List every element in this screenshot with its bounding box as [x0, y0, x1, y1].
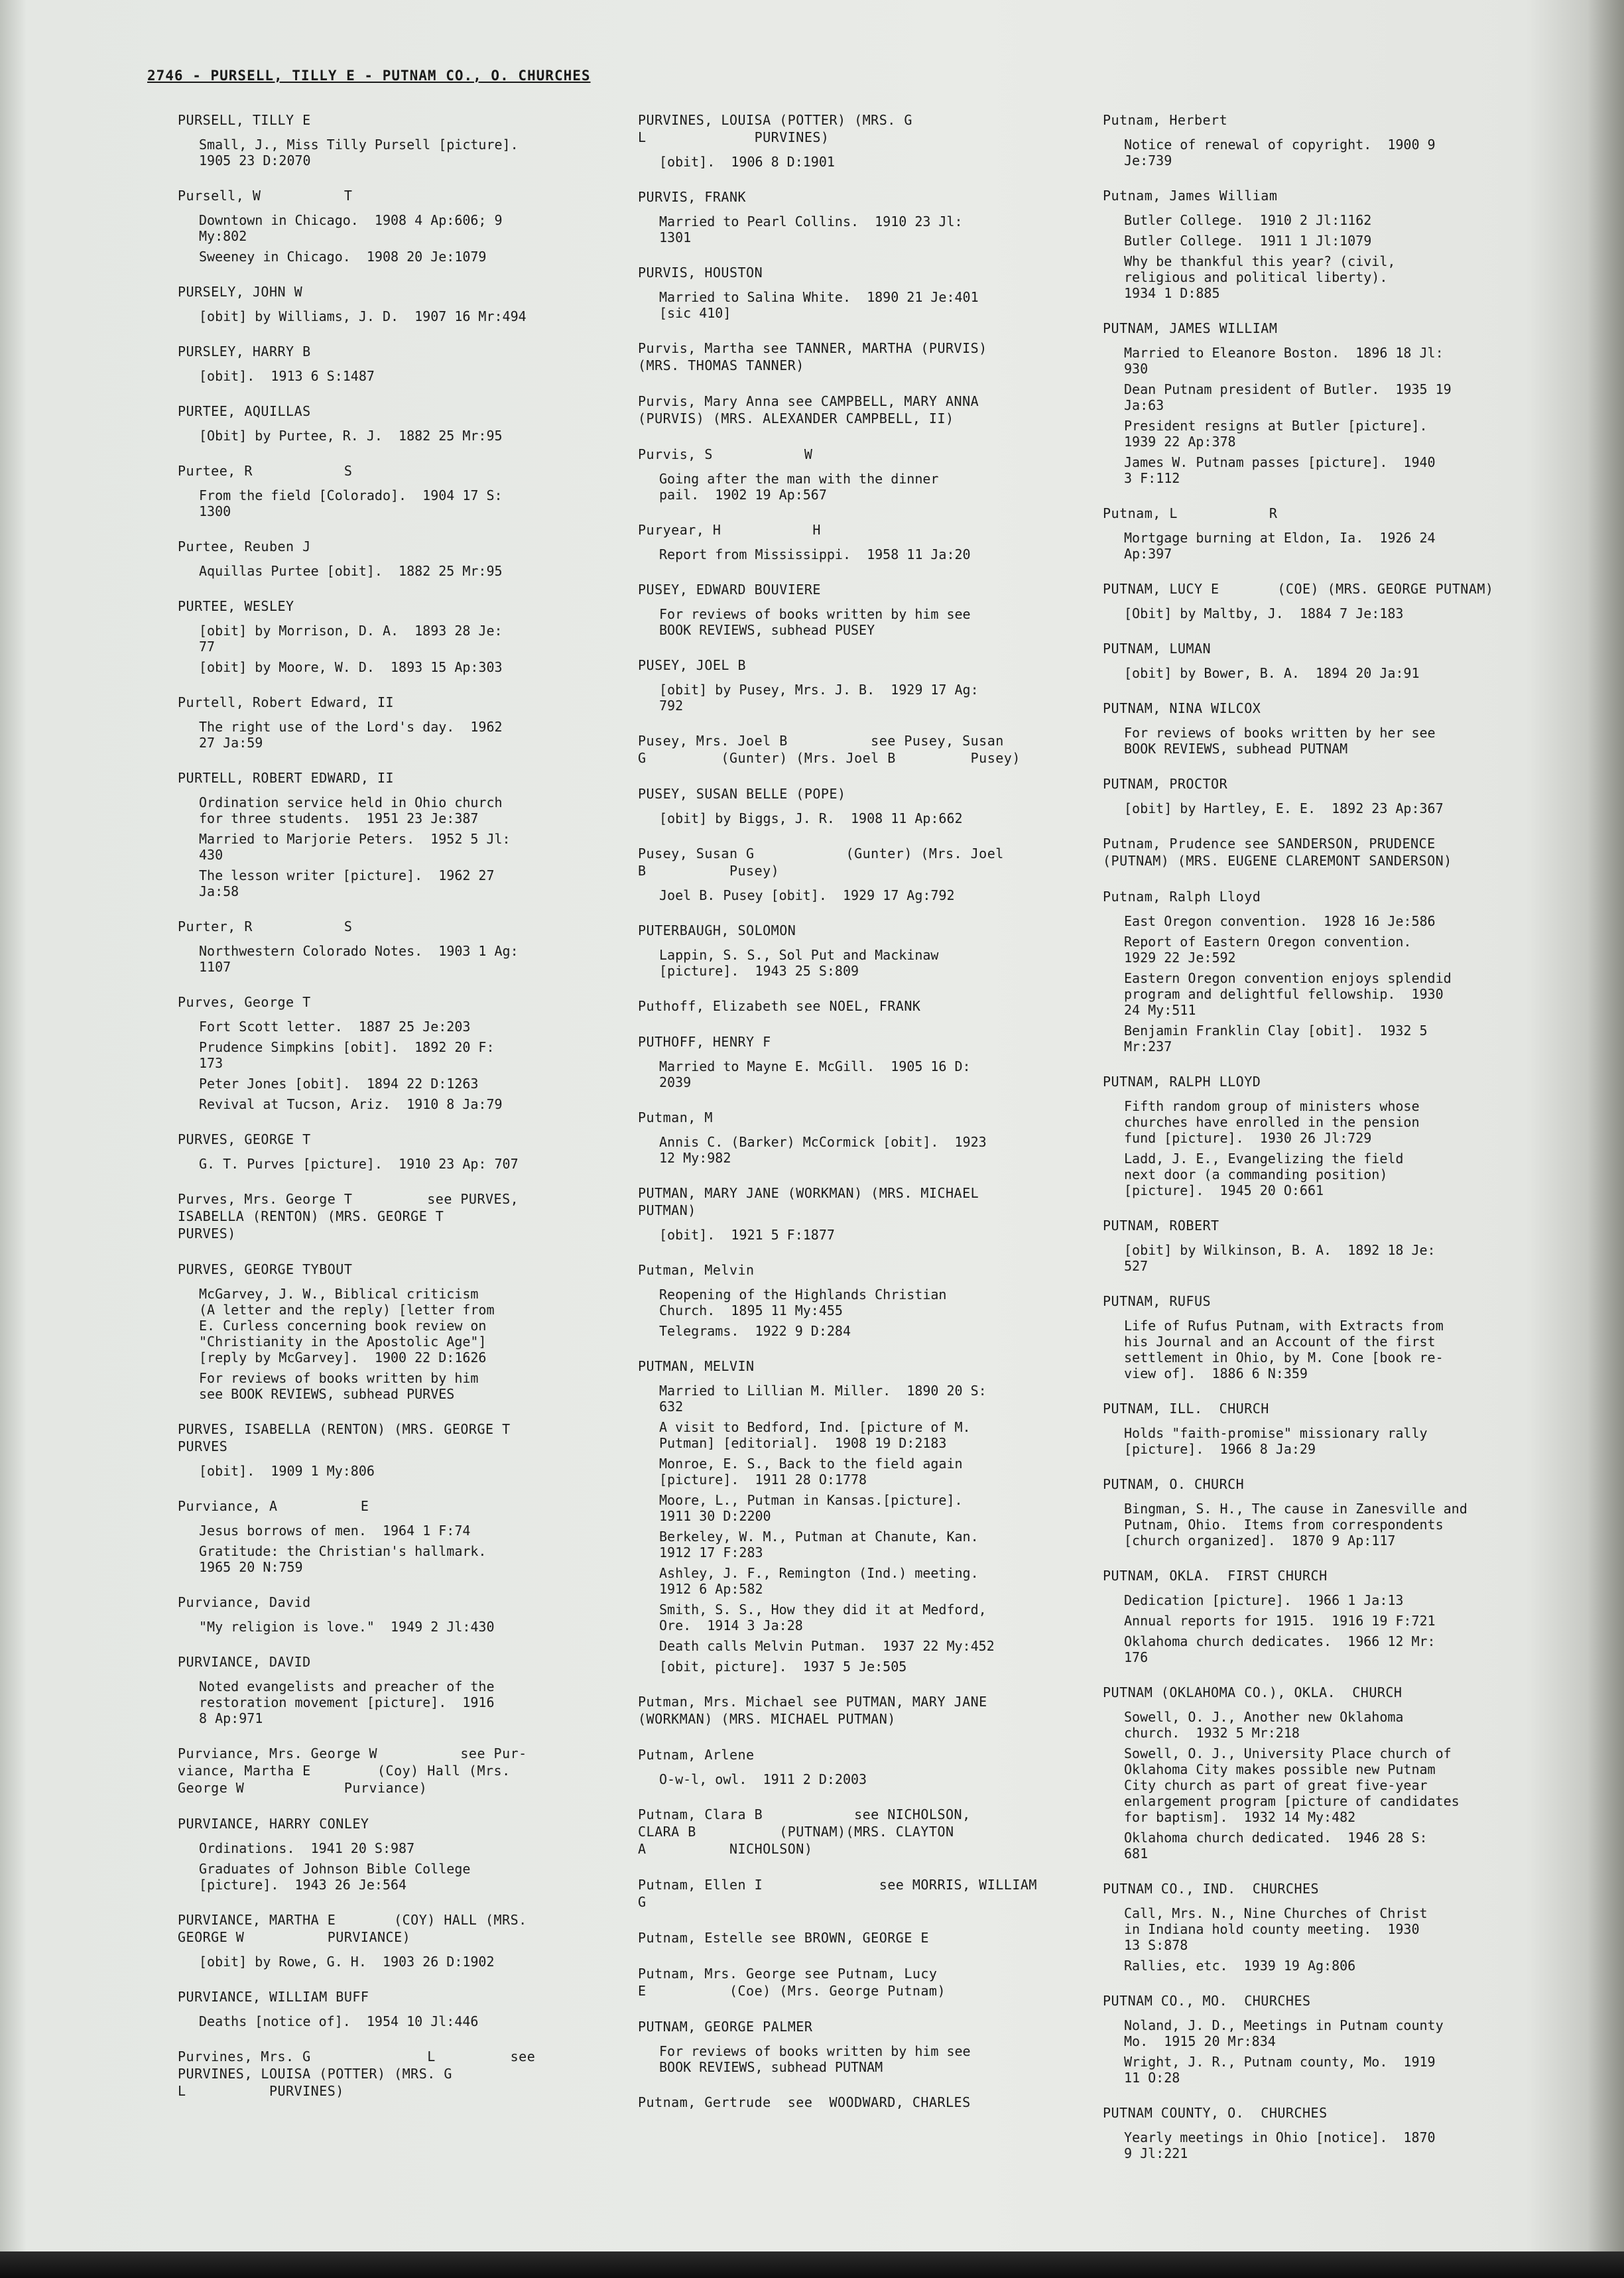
index-entry: [178, 598, 602, 675]
index-entry: [178, 538, 602, 579]
entry-heading: PURVIANCE, MARTHA E (COY) HALL (MRS. GEORGE W PURVIANCE): [178, 1912, 527, 1945]
citation-line: Deaths [notice of]. 1954 10 Jl:446: [199, 2013, 479, 2029]
index-entry: [638, 732, 1062, 767]
entry-heading: Puthoff, Elizabeth see NOEL, FRANK: [638, 998, 921, 1014]
entry-heading: PUTNAM, GEORGE PALMER: [638, 2019, 813, 2035]
entry-heading: Putnam, Mrs. George see Putnam, Lucy E (Coe) (Mrs. George Putnam): [638, 1966, 946, 1999]
index-entry: [178, 343, 602, 384]
citation-line: Ashley, J. F., Remington (Ind.) meeting. 1912 6 Ap:582: [659, 1565, 979, 1597]
index-entry: [1103, 640, 1547, 681]
index-entry: [638, 581, 1062, 638]
entry-heading: PUTNAM COUNTY, O. CHURCHES: [1103, 2105, 1328, 2121]
index-entry: [178, 1421, 602, 1479]
citation-line: Downtown in Chicago. 1908 4 Ap:606; 9 My:802: [199, 212, 503, 244]
index-entry: [178, 1497, 602, 1575]
entry-heading: PURTEE, AQUILLAS: [178, 403, 311, 419]
entry-heading: PUTNAM, NINA WILCOX: [1103, 700, 1261, 716]
citation-line: Bingman, S. H., The cause in Zanesville and Putnam, Ohio. Items from correspondents [church organized]. 1870 9 Ap:117: [1124, 1501, 1468, 1549]
citation-line: Graduates of Johnson Bible College [picture]. 1943 26 Je:564: [199, 1861, 471, 1893]
entry-heading: Purtell, Robert Edward, II: [178, 694, 395, 710]
entry-heading: Putnam, Herbert: [1103, 112, 1228, 128]
entry-heading: PURVINES, LOUISA (POTTER) (MRS. G L PURVINES): [638, 112, 912, 145]
citation-line: Married to Lillian M. Miller. 1890 20 S: 632: [659, 1383, 987, 1415]
citation-line: Ordination service held in Ohio church for three students. 1951 23 Je:387: [199, 794, 503, 826]
entry-heading: Pusey, Mrs. Joel B see Pusey, Susan G (Gunter) (Mrs. Joel B Pusey): [638, 733, 1021, 766]
citation-line: O-w-l, owl. 1911 2 D:2003: [659, 1771, 867, 1787]
entry-heading: Putnam, L R: [1103, 505, 1278, 521]
entry-heading: Purvines, Mrs. G L see PURVINES, LOUISA (POTTER) (MRS. G L PURVINES): [178, 2049, 536, 2099]
citation-line: Wright, J. R., Putnam county, Mo. 1919 11 O:28: [1124, 2054, 1436, 2086]
citation-line: [obit] by Morrison, D. A. 1893 28 Je: 77: [199, 623, 503, 655]
entry-heading: PUTNAM, JAMES WILLIAM: [1103, 320, 1278, 336]
citation-line: Fifth random group of ministers whose churches have enrolled in the pension fund [picture]. 1930 26 Jl:729: [1124, 1098, 1420, 1146]
citation-line: Married to Eleanore Boston. 1896 18 Jl: 930: [1124, 345, 1444, 377]
citation-line: Smith, S. S., How they did it at Medford, Ore. 1914 3 Ja:28: [659, 1602, 987, 1633]
citation-line: [obit]. 1921 5 F:1877: [659, 1227, 835, 1243]
citation-line: Mortgage burning at Eldon, Ia. 1926 24 Ap:397: [1124, 530, 1436, 562]
citation-line: For reviews of books written by her see BOOK REVIEWS, subhead PUTNAM: [1124, 725, 1436, 757]
citation-line: [obit] by Moore, W. D. 1893 15 Ap:303: [199, 659, 503, 675]
entry-heading: PUSEY, EDWARD BOUVIERE: [638, 582, 821, 598]
entry-heading: Purvis, Mary Anna see CAMPBELL, MARY ANNA (PURVIS) (MRS. ALEXANDER CAMPBELL, II): [638, 393, 979, 426]
entry-heading: PUTNAM CO., MO. CHURCHES: [1103, 1993, 1311, 2009]
index-entry: [178, 1594, 602, 1635]
citation-line: Sowell, O. J., University Place church of Oklahoma City makes possible new Putnam City church as part of great five-year enlargement program [picture of candidates for baptism]. 1932 14 My:482: [1124, 1745, 1460, 1825]
citation-line: Butler College. 1910 2 Jl:1162: [1124, 212, 1372, 228]
index-entry: [178, 694, 602, 751]
citation-line: Notice of renewal of copyright. 1900 9 Je:739: [1124, 137, 1436, 168]
citation-line: [obit] by Rowe, G. H. 1903 26 D:1902: [199, 1954, 495, 1970]
citation-line: Ladd, J. E., Evangelizing the field next door (a commanding position) [picture]. 1945 20 O:661: [1124, 1151, 1404, 1198]
entry-heading: Pursell, W T: [178, 188, 353, 204]
index-entry: [1103, 835, 1547, 869]
index-entry: [178, 403, 602, 444]
entry-heading: PURTELL, ROBERT EDWARD, II: [178, 770, 395, 786]
citation-line: [obit]. 1913 6 S:1487: [199, 368, 375, 384]
entry-heading: PUSEY, JOEL B: [638, 657, 747, 673]
citation-line: Peter Jones [obit]. 1894 22 D:1263: [199, 1076, 479, 1092]
entry-heading: PUTNAM, RALPH LLOYD: [1103, 1074, 1261, 1090]
index-entry: [638, 657, 1062, 714]
index-entry: [638, 1109, 1062, 1166]
index-entry: [1103, 111, 1547, 168]
citation-line: Aquillas Purtee [obit]. 1882 25 Mr:95: [199, 563, 503, 579]
index-entry: [638, 1876, 1062, 1911]
entry-heading: PUTNAM, RUFUS: [1103, 1293, 1212, 1309]
citation-line: Death calls Melvin Putman. 1937 22 My:452: [659, 1638, 995, 1654]
citation-line: James W. Putnam passes [picture]. 1940 3 F:112: [1124, 454, 1436, 486]
entry-heading: Purtee, R S: [178, 463, 353, 479]
citation-line: Moore, L., Putman in Kansas.[picture]. 1911 30 D:2200: [659, 1492, 963, 1524]
entry-heading: PURSELL, TILLY E: [178, 112, 311, 128]
entry-heading: PUTNAM, LUMAN: [1103, 641, 1212, 657]
citation-line: Going after the man with the dinner pail. 1902 19 Ap:567: [659, 471, 939, 503]
entry-heading: Purves, Mrs. George T see PURVES, ISABELLA (RENTON) (MRS. GEORGE T PURVES): [178, 1191, 519, 1241]
entry-heading: PUTNAM, OKLA. FIRST CHURCH: [1103, 1568, 1328, 1584]
citation-line: [obit] by Pusey, Mrs. J. B. 1929 17 Ag: 792: [659, 682, 979, 714]
entry-heading: PUTNAM, LUCY E (COE) (MRS. GEORGE PUTNAM): [1103, 581, 1494, 597]
citation-line: Dean Putnam president of Butler. 1935 19 Ja:63: [1124, 381, 1452, 413]
index-entry: [638, 2094, 1062, 2111]
scan-bottom-edge: [0, 2251, 1624, 2278]
entry-heading: Putnam, James William: [1103, 188, 1278, 204]
citation-line: [obit] by Bower, B. A. 1894 20 Ja:91: [1124, 665, 1420, 681]
entry-heading: Putnam, Clara B see NICHOLSON, CLARA B (PUTNAM)(MRS. CLAYTON A NICHOLSON): [638, 1806, 971, 1857]
index-entry: [1103, 505, 1547, 562]
entry-heading: Putnam, Ralph Lloyd: [1103, 889, 1261, 905]
citation-line: Butler College. 1911 1 Jl:1079: [1124, 233, 1372, 249]
index-entry: [638, 1358, 1062, 1675]
index-entry: [638, 1965, 1062, 1999]
entry-heading: Putman, Mrs. Michael see PUTMAN, MARY JANE (WORKMAN) (MRS. MICHAEL PUTMAN): [638, 1694, 987, 1727]
index-entry: [638, 446, 1062, 503]
citation-line: Dedication [picture]. 1966 1 Ja:13: [1124, 1592, 1404, 1608]
page-header: 2746 - PURSELL, TILLY E - PUTNAM CO., O. CHURCHES: [147, 68, 591, 84]
index-entry: [638, 845, 1062, 903]
entry-heading: Purviance, A E: [178, 1498, 369, 1514]
index-entry: [1103, 1293, 1547, 1381]
entry-heading: PUTNAM, O. CHURCH: [1103, 1476, 1245, 1492]
index-entry: [178, 2048, 602, 2100]
citation-line: "My religion is love." 1949 2 Jl:430: [199, 1619, 495, 1635]
entry-heading: PUTNAM (OKLAHOMA CO.), OKLA. CHURCH: [1103, 1684, 1403, 1700]
index-entry: [1103, 775, 1547, 816]
entry-heading: PUTNAM, PROCTOR: [1103, 776, 1228, 792]
index-entry: [178, 111, 602, 168]
entry-heading: PUSEY, SUSAN BELLE (POPE): [638, 786, 846, 802]
citation-line: Prudence Simpkins [obit]. 1892 20 F: 173: [199, 1039, 495, 1071]
index-entry: [638, 188, 1062, 245]
citation-line: McGarvey, J. W., Biblical criticism (A letter and the reply) [letter from E. Curless concerning book review on "Christianity in the Apostolic Age"] [reply by McGarvey]. 1900 22 D:1626: [199, 1286, 495, 1365]
entry-heading: PURVIANCE, HARRY CONLEY: [178, 1816, 369, 1832]
index-entry: [178, 187, 602, 265]
citation-line: For reviews of books written by him see BOOK REVIEWS, subhead PUTNAM: [659, 2043, 971, 2075]
index-column-3: [1103, 111, 1547, 2180]
citation-line: From the field [Colorado]. 1904 17 S: 1300: [199, 487, 503, 519]
citation-line: Fort Scott letter. 1887 25 Je:203: [199, 1019, 471, 1035]
index-entry: [638, 1746, 1062, 1787]
index-entry: [1103, 1400, 1547, 1457]
citation-line: Revival at Tucson, Ariz. 1910 8 Ja:79: [199, 1096, 503, 1112]
citation-line: Gratitude: the Christian's hallmark. 1965 20 N:759: [199, 1543, 487, 1575]
entry-heading: PURVIS, FRANK: [638, 189, 747, 205]
index-entry: [638, 1806, 1062, 1858]
entry-heading: PURSLEY, HARRY B: [178, 344, 311, 359]
index-entry: [1103, 888, 1547, 1054]
entry-heading: Putnam, Arlene: [638, 1747, 755, 1763]
citation-line: [Obit] by Maltby, J. 1884 7 Je:183: [1124, 605, 1404, 621]
index-entry: [1103, 580, 1547, 621]
citation-line: Annual reports for 1915. 1916 19 F:721: [1124, 1613, 1436, 1629]
entry-heading: PUTMAN, MARY JANE (WORKMAN) (MRS. MICHAEL PUTMAN): [638, 1185, 979, 1218]
citation-line: Life of Rufus Putnam, with Extracts from his Journal and an Account of the first settlement in Ohio, by M. Cone [book re- view of]. 1886 6 N:359: [1124, 1318, 1444, 1381]
page-gutter-shadow: [1588, 0, 1624, 2278]
index-entry: [638, 997, 1062, 1015]
entry-heading: Purvis, Martha see TANNER, MARTHA (PURVIS) (MRS. THOMAS TANNER): [638, 340, 987, 373]
citation-line: East Oregon convention. 1928 16 Je:586: [1124, 913, 1436, 929]
citation-line: [obit] by Williams, J. D. 1907 16 Mr:494: [199, 308, 527, 324]
index-column-1: [178, 111, 602, 2118]
citation-line: Lappin, S. S., Sol Put and Mackinaw [picture]. 1943 25 S:809: [659, 947, 939, 979]
index-entry: [638, 1693, 1062, 1728]
index-entry: [1103, 1073, 1547, 1198]
index-entry: [178, 462, 602, 519]
index-entry: [638, 1033, 1062, 1090]
citation-line: Small, J., Miss Tilly Pursell [picture]. 1905 23 D:2070: [199, 137, 519, 168]
entry-heading: Putnam, Prudence see SANDERSON, PRUDENCE (PUTNAM) (MRS. EUGENE CLAREMONT SANDERSON): [1103, 836, 1452, 869]
entry-heading: PUTHOFF, HENRY F: [638, 1034, 771, 1050]
index-entry: [1103, 1217, 1547, 1274]
index-entry: [178, 1190, 602, 1242]
citation-line: Married to Mayne E. McGill. 1905 16 D: 2039: [659, 1058, 971, 1090]
citation-line: Berkeley, W. M., Putman at Chanute, Kan. 1912 17 F:283: [659, 1529, 979, 1560]
index-entry: [1103, 700, 1547, 757]
index-entry: [1103, 320, 1547, 486]
citation-line: Yearly meetings in Ohio [notice]. 1870 9 Jl:221: [1124, 2129, 1436, 2161]
citation-line: Ordinations. 1941 20 S:987: [199, 1840, 415, 1856]
citation-line: Telegrams. 1922 9 D:284: [659, 1323, 851, 1339]
entry-heading: Purviance, David: [178, 1594, 311, 1610]
citation-line: The lesson writer [picture]. 1962 27 Ja:58: [199, 867, 495, 899]
citation-line: Benjamin Franklin Clay [obit]. 1932 5 Mr:237: [1124, 1023, 1428, 1054]
citation-line: Rallies, etc. 1939 19 Ag:806: [1124, 1958, 1356, 1974]
entry-heading: Purter, R S: [178, 918, 353, 934]
citation-line: Monroe, E. S., Back to the field again [picture]. 1911 28 O:1778: [659, 1456, 963, 1487]
entry-heading: Purtee, Reuben J: [178, 538, 311, 554]
index-entry: [638, 785, 1062, 826]
citation-line: Holds "faith-promise" missionary rally [picture]. 1966 8 Ja:29: [1124, 1425, 1428, 1457]
citation-line: [obit] by Wilkinson, B. A. 1892 18 Je: 527: [1124, 1242, 1436, 1274]
entry-heading: Putnam, Ellen I see MORRIS, WILLIAM G: [638, 1877, 1037, 1910]
index-entry: [638, 2018, 1062, 2075]
citation-line: [obit] by Hartley, E. E. 1892 23 Ap:367: [1124, 800, 1444, 816]
entry-heading: PUTMAN, MELVIN: [638, 1358, 755, 1374]
citation-line: Married to Marjorie Peters. 1952 5 Jl: 430: [199, 831, 511, 863]
entry-heading: Puryear, H H: [638, 522, 821, 538]
citation-line: Jesus borrows of men. 1964 1 F:74: [199, 1523, 471, 1539]
index-entry: [638, 111, 1062, 170]
index-entry: [178, 1988, 602, 2029]
entry-heading: PUTNAM, ROBERT: [1103, 1218, 1219, 1234]
entry-heading: PUTERBAUGH, SOLOMON: [638, 922, 796, 938]
entry-heading: PUTNAM, ILL. CHURCH: [1103, 1401, 1269, 1417]
entry-heading: Purvis, S W: [638, 446, 813, 462]
entry-heading: Pusey, Susan G (Gunter) (Mrs. Joel B Pusey): [638, 846, 1004, 879]
entry-heading: PUTNAM CO., IND. CHURCHES: [1103, 1881, 1320, 1897]
entry-heading: PURVIANCE, WILLIAM BUFF: [178, 1989, 369, 2005]
citation-line: Report from Mississippi. 1958 11 Ja:20: [659, 546, 971, 562]
index-entry: [638, 340, 1062, 374]
citation-line: [obit]. 1909 1 My:806: [199, 1463, 375, 1479]
citation-line: Report of Eastern Oregon convention. 1929 22 Je:592: [1124, 934, 1412, 966]
citation-line: A visit to Bedford, Ind. [picture of M. Putman] [editorial]. 1908 19 D:2183: [659, 1419, 971, 1451]
index-entry: [1103, 1880, 1547, 1974]
index-entry: [178, 1745, 602, 1797]
entry-heading: Putnam, Estelle see BROWN, GEORGE E: [638, 1930, 929, 1946]
entry-heading: PURTEE, WESLEY: [178, 598, 294, 614]
index-entry: [1103, 1476, 1547, 1549]
entry-heading: Putnam, Gertrude see WOODWARD, CHARLES: [638, 2094, 971, 2110]
index-entry: [178, 918, 602, 975]
citation-line: [obit] by Biggs, J. R. 1908 11 Ap:662: [659, 810, 963, 826]
citation-line: Why be thankful this year? (civil, religious and political liberty). 1934 1 D:885: [1124, 253, 1396, 301]
citation-line: Sowell, O. J., Another new Oklahoma church. 1932 5 Mr:218: [1124, 1709, 1404, 1741]
index-entry: [178, 1131, 602, 1172]
entry-heading: PURVES, ISABELLA (RENTON) (MRS. GEORGE T PURVES: [178, 1421, 511, 1454]
entry-heading: PURVIS, HOUSTON: [638, 265, 763, 281]
entry-heading: PURSELY, JOHN W: [178, 284, 303, 300]
index-column-2: [638, 111, 1062, 2129]
citation-line: Sweeney in Chicago. 1908 20 Je:1079: [199, 249, 487, 265]
citation-line: [Obit] by Purtee, R. J. 1882 25 Mr:95: [199, 428, 503, 444]
citation-line: G. T. Purves [picture]. 1910 23 Ap: 707: [199, 1156, 519, 1172]
citation-line: Annis C. (Barker) McCormick [obit]. 1923 12 My:982: [659, 1134, 987, 1166]
index-entry: [638, 1929, 1062, 1946]
index-entry: [638, 1184, 1062, 1243]
citation-line: The right use of the Lord's day. 1962 27 Ja:59: [199, 719, 503, 751]
index-entry: [638, 922, 1062, 979]
citation-line: Call, Mrs. N., Nine Churches of Christ in Indiana hold county meeting. 1930 13 S:878: [1124, 1905, 1428, 1953]
entry-heading: PURVES, GEORGE TYBOUT: [178, 1261, 353, 1277]
citation-line: Eastern Oregon convention enjoys splendid program and delightful fellowship. 1930 24 My:511: [1124, 970, 1452, 1018]
index-entry: [1103, 1684, 1547, 1862]
citation-line: [obit, picture]. 1937 5 Je:505: [659, 1659, 907, 1675]
index-entry: [178, 1653, 602, 1726]
index-entry: [638, 1261, 1062, 1339]
index-entry: [1103, 2104, 1547, 2161]
index-entry: [178, 283, 602, 324]
citation-line: Married to Salina White. 1890 21 Je:401 [sic 410]: [659, 289, 979, 321]
index-entry: [1103, 1567, 1547, 1665]
citation-line: Joel B. Pusey [obit]. 1929 17 Ag:792: [659, 887, 955, 903]
index-entry: [178, 1815, 602, 1893]
citation-line: Northwestern Colorado Notes. 1903 1 Ag: 1107: [199, 943, 519, 975]
entry-heading: Purves, George T: [178, 994, 311, 1010]
citation-line: For reviews of books written by him see BOOK REVIEWS, subhead PUSEY: [659, 606, 971, 638]
entry-heading: PURVES, GEORGE T: [178, 1131, 311, 1147]
citation-line: [obit]. 1906 8 D:1901: [659, 154, 835, 170]
index-entry: [638, 393, 1062, 427]
index-entry: [1103, 187, 1547, 301]
index-entry: [638, 521, 1062, 562]
citation-line: Oklahoma church dedicated. 1946 28 S: 681: [1124, 1830, 1428, 1862]
index-entry: [178, 993, 602, 1112]
entry-heading: Putman, M: [638, 1109, 713, 1125]
citation-line: Noted evangelists and preacher of the restoration movement [picture]. 1916 8 Ap:971: [199, 1678, 495, 1726]
citation-line: Married to Pearl Collins. 1910 23 Jl: 1301: [659, 214, 963, 245]
index-entry: [178, 769, 602, 899]
index-entry: [178, 1911, 602, 1970]
citation-line: President resigns at Butler [picture]. 1939 22 Ap:378: [1124, 418, 1428, 450]
citation-line: Oklahoma church dedicates. 1966 12 Mr: 176: [1124, 1633, 1436, 1665]
index-entry: [178, 1261, 602, 1402]
citation-line: Reopening of the Highlands Christian Church. 1895 11 My:455: [659, 1287, 947, 1318]
entry-heading: Purviance, Mrs. George W see Pur- viance, Martha E (Coy) Hall (Mrs. George W Purviance): [178, 1745, 527, 1796]
index-entry: [1103, 1992, 1547, 2086]
citation-line: For reviews of books written by him see BOOK REVIEWS, subhead PURVES: [199, 1370, 479, 1402]
entry-heading: PURVIANCE, DAVID: [178, 1654, 311, 1670]
citation-line: Noland, J. D., Meetings in Putnam county Mo. 1915 20 Mr:834: [1124, 2017, 1444, 2049]
entry-heading: Putman, Melvin: [638, 1262, 755, 1278]
index-entry: [638, 264, 1062, 321]
